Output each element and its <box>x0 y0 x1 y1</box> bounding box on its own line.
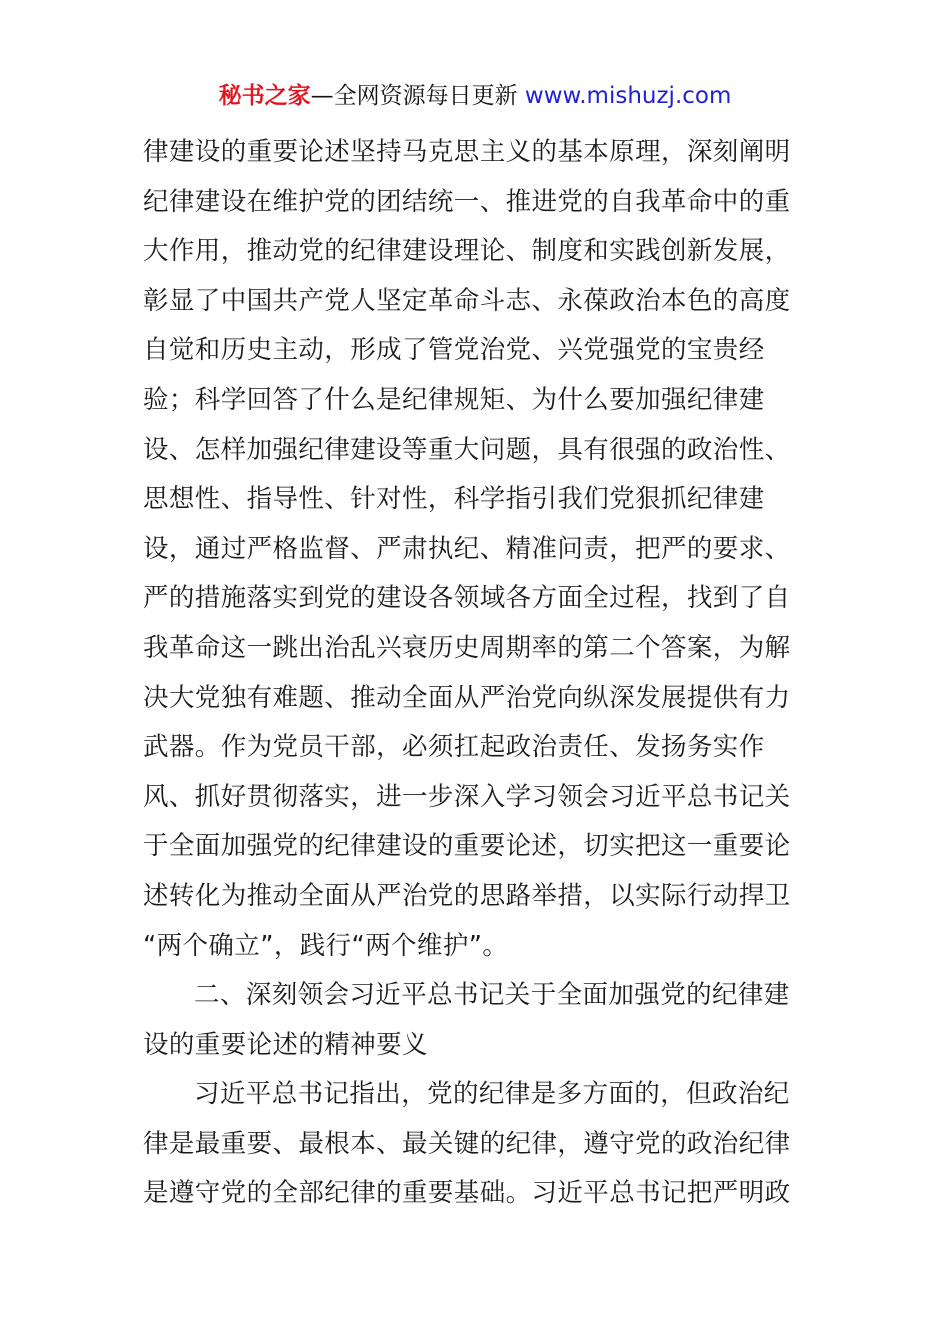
text-line: 决大党独有难题、推动全面从严治党向纵深发展提供有力 <box>143 682 791 713</box>
text-line: 律建设的重要论述坚持马克思主义的基本原理，深刻阐明 <box>143 137 791 167</box>
text-line: 武器。作为党员干部，必须扛起政治责任、发扬务实作 <box>143 732 765 763</box>
text-line: 彰显了中国共产党人坚定革命斗志、永葆政治本色的高度 <box>143 285 791 316</box>
text-line: 大作用，推动党的纪律建设理论、制度和实践创新发展， <box>143 236 791 267</box>
text-line: 风、抓好贯彻落实，进一步深入学习领会习近平总书记关 <box>143 781 791 812</box>
page-header <box>0 80 950 112</box>
text-line: 自觉和历史主动，形成了管党治党、兴党强党的宝贵经 <box>143 335 765 366</box>
section-heading-line: 设的重要论述的精神要义 <box>143 1029 428 1060</box>
text-line: “两个确立”，践行“两个维护”。 <box>143 930 509 961</box>
text-line: 设，通过严格监督、严肃执纪、精准问责，把严的要求、 <box>143 533 791 564</box>
text-line: 思想性、指导性、针对性，科学指引我们党狠抓纪律建 <box>143 484 765 515</box>
text-line: 是遵守党的全部纪律的重要基础。习近平总书记把严明政 <box>143 1178 791 1209</box>
text-line: 于全面加强党的纪律建设的重要论述，切实把这一重要论 <box>143 831 791 862</box>
text-line: 严的措施落实到党的建设各领域各方面全过程，找到了自 <box>143 583 791 614</box>
paragraph-first-line: 习近平总书记指出，党的纪律是多方面的，但政治纪 <box>194 1079 790 1110</box>
text-line: 设、怎样加强纪律建设等重大问题，具有很强的政治性、 <box>143 434 791 465</box>
header-brand: 秘书之家 <box>218 83 311 109</box>
text-line: 纪律建设在维护党的团结统一、推进党的自我革命中的重 <box>143 186 791 217</box>
text-line: 我革命这一跳出治乱兴衰历史周期率的第二个答案，为解 <box>143 632 791 663</box>
document-body <box>143 128 811 1219</box>
text-line: 律是最重要、最根本、最关键的纪律，遵守党的政治纪律 <box>143 1128 791 1159</box>
section-heading-line: 二、深刻领会习近平总书记关于全面加强党的纪律建 <box>194 980 790 1011</box>
header-site-link[interactable]: www.mishuzj.com <box>524 83 732 109</box>
text-line: 验；科学回答了什么是纪律规矩、为什么要加强纪律建 <box>143 384 765 415</box>
header-tagline: —全网资源每日更新 <box>310 83 518 109</box>
text-line: 述转化为推动全面从严治党的思路举措，以实际行动捍卫 <box>143 880 791 911</box>
